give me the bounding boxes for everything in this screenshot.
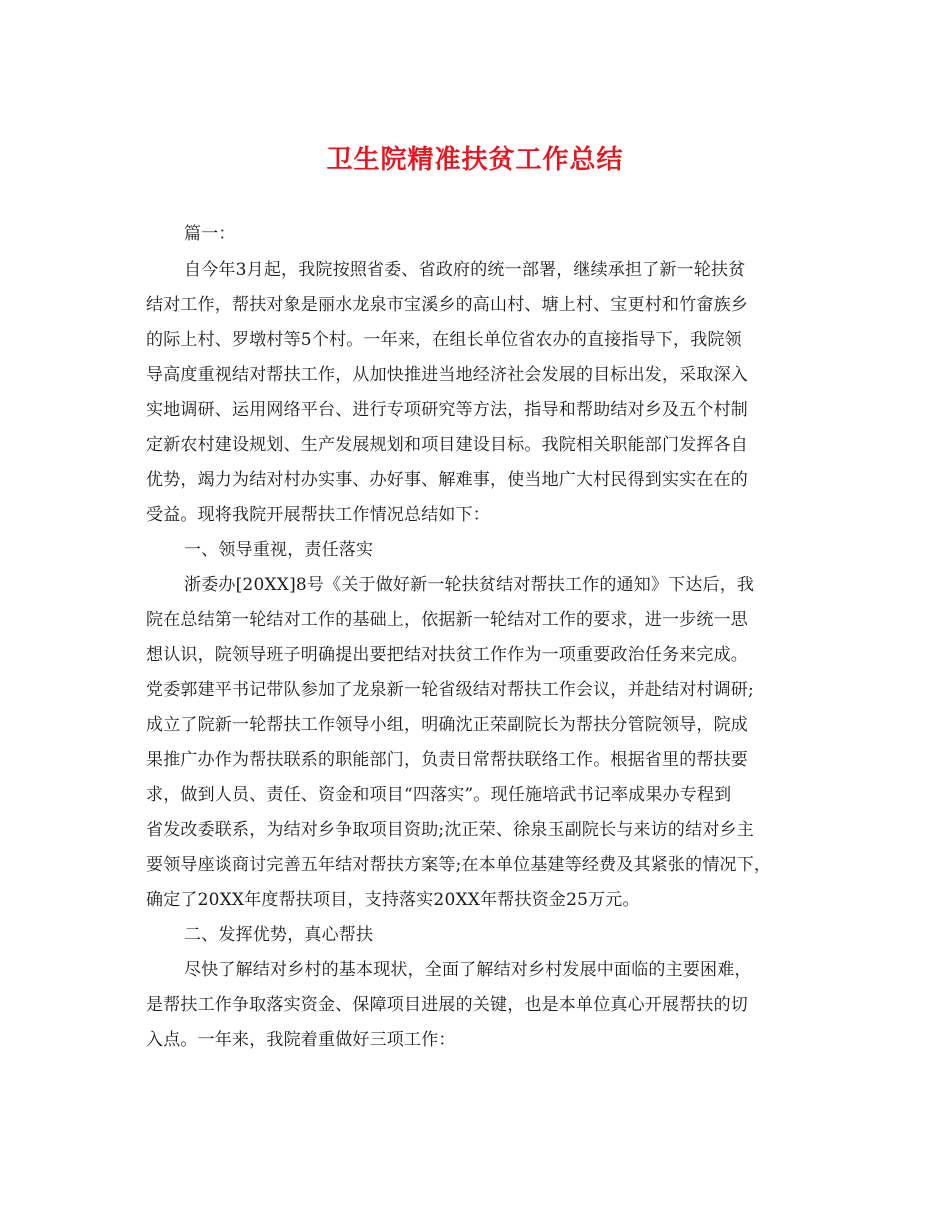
body-line: 省发改委联系，为结对乡争取项目资助;沈正荣、徐泉玉副院长与来访的结对乡主 <box>146 820 754 840</box>
body-line: 浙委办[20XX]8号《关于做好新一轮扶贫结对帮扶工作的通知》下达后，我 <box>184 575 755 595</box>
body-line: 受益。现将我院开展帮扶工作情况总结如下： <box>146 505 490 525</box>
body-line: 成立了院新一轮帮扶工作领导小组，明确沈正荣副院长为帮扶分管院领导，院成 <box>146 715 748 735</box>
section-heading: 二、发挥优势，真心帮扶 <box>184 925 374 945</box>
body-line: 要领导座谈商讨完善五年结对帮扶方案等;在本单位基建等经费及其紧张的情况下， <box>146 855 772 875</box>
body-line: 确定了20XX年度帮扶项目，支持落实20XX年帮扶资金25万元。 <box>146 890 640 910</box>
body-line: 求，做到人员、责任、资金和项目“四落实”。现任施培武书记率成果办专程到 <box>146 785 732 805</box>
body-line: 党委郭建平书记带队参加了龙泉新一轮省级结对帮扶工作会议，并赴结对村调研; <box>146 680 754 700</box>
body-line: 入点。一年来，我院着重做好三项工作： <box>146 1030 456 1050</box>
body-line: 尽快了解结对乡村的基本现状，全面了解结对乡村发展中面临的主要困难， <box>184 960 752 980</box>
body-line: 篇一： <box>184 224 236 244</box>
body-line: 定新农村建设规划、生产发展规划和项目建设目标。我院相关职能部门发挥各自 <box>146 435 748 455</box>
body-line: 优势，竭力为结对村办实事、办好事、解难事，使当地广大村民得到实实在在的 <box>146 470 748 490</box>
section-heading: 一、领导重视，责任落实 <box>184 540 374 560</box>
body-line: 想认识，院领导班子明确提出要把结对扶贫工作作为一项重要政治任务来完成。 <box>146 645 748 665</box>
body-line: 果推广办作为帮扶联系的职能部门，负责日常帮扶联络工作。根据省里的帮扶要 <box>146 750 748 770</box>
document-title: 卫生院精准扶贫工作总结 <box>326 145 624 175</box>
body-line: 结对工作，帮扶对象是丽水龙泉市宝溪乡的高山村、塘上村、宝更村和竹畲族乡 <box>146 295 748 315</box>
body-line: 是帮扶工作争取落实资金、保障项目进展的关键，也是本单位真心开展帮扶的切 <box>146 995 748 1015</box>
body-line: 自今年3月起，我院按照省委、省政府的统一部署，继续承担了新一轮扶贫 <box>184 260 746 280</box>
body-line: 院在总结第一轮结对工作的基础上，依据新一轮结对工作的要求，进一步统一思 <box>146 610 748 630</box>
body-line: 实地调研、运用网络平台、进行专项研究等方法，指导和帮助结对乡及五个村制 <box>146 400 748 420</box>
body-line: 导高度重视结对帮扶工作，从加快推进当地经济社会发展的目标出发，采取深入 <box>146 365 748 385</box>
body-line: 的际上村、罗墩村等5个村。一年来，在组长单位省农办的直接指导下，我院领 <box>146 330 742 350</box>
